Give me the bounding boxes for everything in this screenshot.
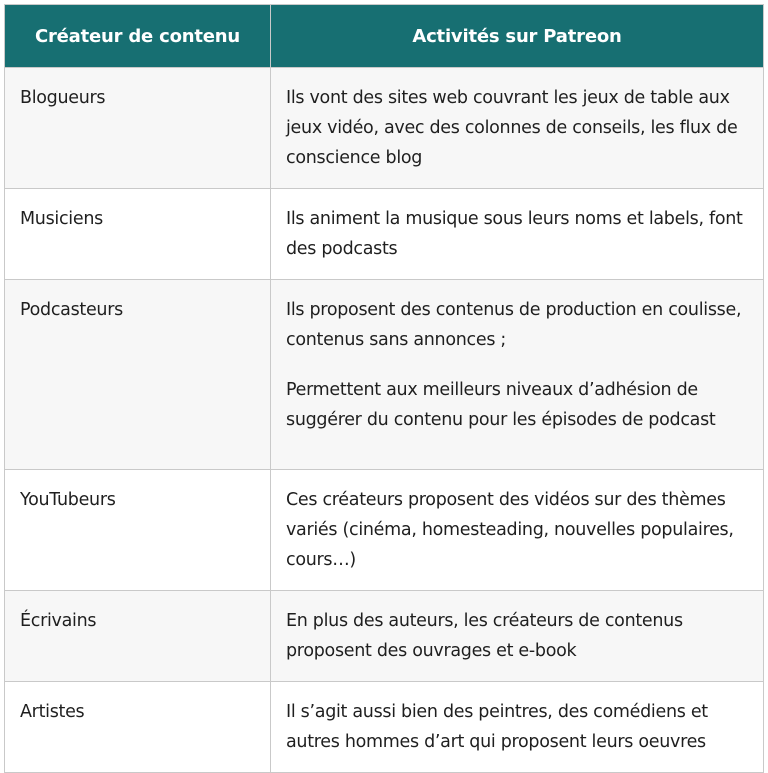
patreon-creators-table-container — [4, 4, 763, 773]
header-activities: Activités sur Patreon — [271, 5, 764, 68]
table-row — [5, 591, 764, 682]
creator-cell: Podcasteurs — [5, 280, 271, 470]
table-header — [5, 5, 764, 68]
activities-cell — [271, 470, 764, 591]
table-row — [5, 189, 764, 280]
table-body — [5, 68, 764, 773]
activities-cell — [271, 280, 764, 470]
patreon-creators-table — [4, 4, 764, 773]
activities-cell — [271, 68, 764, 189]
table-row — [5, 682, 764, 773]
activities-cell — [271, 189, 764, 280]
activity-text: Ils proposent des contenus de production en coulisse, contenus sans annonces ; — [286, 300, 742, 350]
creator-cell: YouTubeurs — [5, 470, 271, 591]
activity-text: Permettent aux meilleurs niveaux d’adhésion de suggérer du contenu pour les épisodes de podcast — [286, 380, 716, 430]
activity-text: Ces créateurs proposent des vidéos sur des thèmes variés (cinéma, homesteading, nouvelles populaires, cours…) — [286, 490, 734, 570]
activities-cell — [271, 591, 764, 682]
creator-cell: Blogueurs — [5, 68, 271, 189]
table-row — [5, 470, 764, 591]
activity-text: Ils animent la musique sous leurs noms et labels, font des podcasts — [286, 209, 743, 259]
creator-cell: Musiciens — [5, 189, 271, 280]
activity-text: Il s’agit aussi bien des peintres, des comédiens et autres hommes d’art qui proposent leurs oeuvres — [286, 702, 708, 752]
activities-cell — [271, 682, 764, 773]
header-row — [5, 5, 764, 68]
header-creator: Créateur de contenu — [5, 5, 271, 68]
creator-cell: Écrivains — [5, 591, 271, 682]
table-row — [5, 68, 764, 189]
activity-text: Ils vont des sites web couvrant les jeux de table aux jeux vidéo, avec des colonnes de conseils, les flux de conscience blog — [286, 88, 738, 168]
table-row — [5, 280, 764, 470]
activity-text: En plus des auteurs, les créateurs de contenus proposent des ouvrages et e-book — [286, 611, 683, 661]
creator-cell: Artistes — [5, 682, 271, 773]
